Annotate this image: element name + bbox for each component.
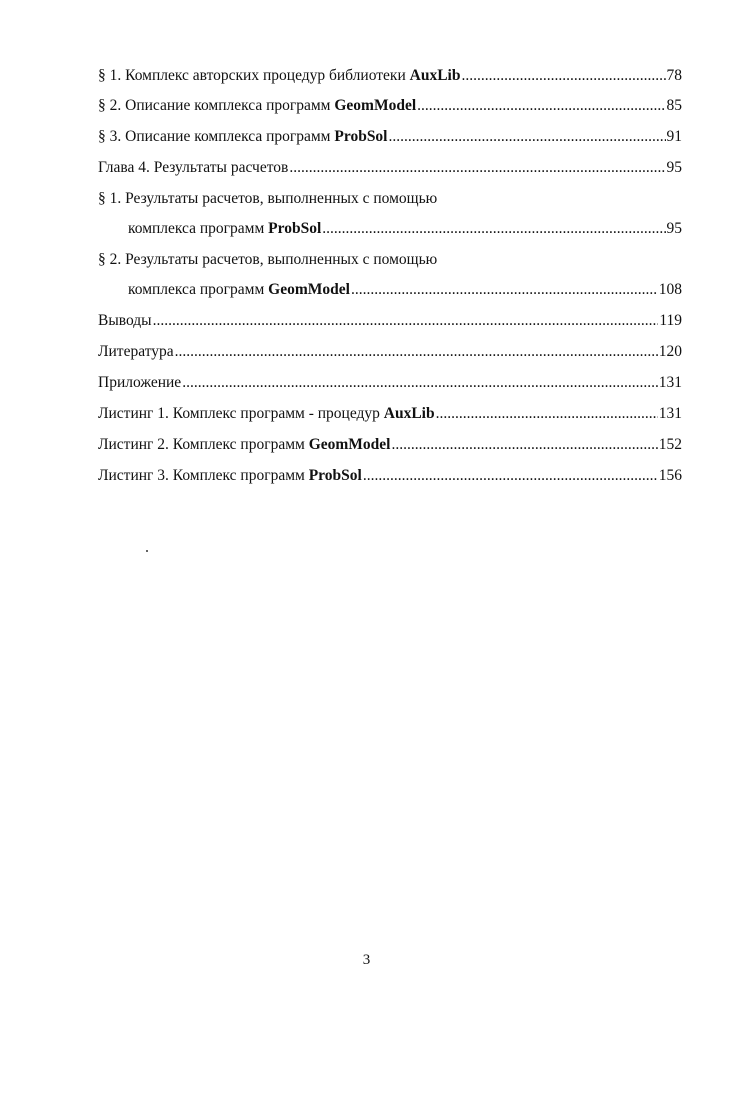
stray-mark [146, 550, 148, 552]
toc-page-number: 131 [658, 374, 682, 391]
toc-entry-title: Выводы [98, 312, 152, 329]
toc-entry-title: комплекса программ GeomModel [128, 281, 350, 298]
toc-entry-title: § 1. Комплекс авторских процедур библиотеки AuxLib [98, 67, 461, 84]
toc-entry-bold-name: GeomModel [268, 281, 350, 298]
toc-page-number: 95 [666, 220, 682, 237]
toc-entry-bold-name: ProbSol [308, 467, 362, 484]
toc-dot-leader [392, 435, 658, 455]
toc-entry [98, 66, 682, 86]
toc-page-number: 120 [658, 343, 682, 360]
toc-entry [98, 96, 682, 116]
toc-entry-title-line1: § 1. Результаты расчетов, выполненных с помощью [98, 190, 438, 207]
toc-entry-title-line1: § 2. Результаты расчетов, выполненных с помощью [98, 251, 438, 268]
toc-entry-title: комплекса программ ProbSol [128, 220, 322, 237]
toc-page-number: 78 [666, 67, 682, 84]
toc-entry-title: Листинг 3. Комплекс программ ProbSol [98, 467, 362, 484]
toc-entry-bold-name: AuxLib [383, 405, 435, 422]
toc-entry [98, 158, 682, 178]
toc-page-number: 91 [666, 128, 682, 145]
toc-entry-title: Литература [98, 343, 174, 360]
toc-entry-title: Листинг 2. Комплекс программ GeomModel [98, 436, 391, 453]
toc-dot-leader [153, 311, 659, 331]
toc-page-number: 95 [666, 159, 682, 176]
toc-dot-leader [363, 466, 658, 486]
toc-entry-bold-name: AuxLib [409, 67, 461, 84]
toc-page-number: 152 [658, 436, 682, 453]
toc-entry-title: § 3. Описание комплекса программ ProbSol [98, 128, 388, 145]
toc-dot-leader [175, 342, 658, 362]
toc-dot-leader [417, 96, 665, 116]
toc-entry [98, 189, 682, 239]
toc-dot-leader [322, 219, 665, 239]
table-of-contents [98, 66, 682, 486]
toc-page-number: 119 [659, 312, 682, 329]
toc-entry [98, 466, 682, 486]
toc-page-number: 85 [666, 97, 682, 114]
toc-entry-title: § 2. Описание комплекса программ GeomModel [98, 97, 417, 114]
toc-dot-leader [389, 127, 666, 147]
toc-dot-leader [351, 280, 658, 300]
toc-dot-leader [182, 373, 658, 393]
page-number: 3 [362, 952, 371, 968]
toc-dot-leader [436, 404, 658, 424]
toc-page-number: 108 [658, 281, 682, 298]
toc-entry-bold-name: GeomModel [334, 97, 417, 114]
toc-entry [98, 311, 682, 331]
toc-dot-leader [461, 66, 665, 86]
toc-entry-title: Листинг 1. Комплекс программ - процедур AuxLib [98, 405, 435, 422]
toc-entry [98, 342, 682, 362]
toc-entry [98, 250, 682, 300]
toc-entry-bold-name: GeomModel [308, 436, 391, 453]
toc-dot-leader [289, 158, 665, 178]
toc-entry [98, 404, 682, 424]
toc-page-number: 131 [658, 405, 682, 422]
toc-entry-title: Приложение [98, 374, 182, 391]
toc-entry [98, 373, 682, 393]
toc-entry [98, 127, 682, 147]
toc-entry-bold-name: ProbSol [334, 128, 388, 145]
toc-entry-bold-name: ProbSol [268, 220, 322, 237]
toc-entry-title: Глава 4. Результаты расчетов [98, 159, 289, 176]
toc-entry [98, 435, 682, 455]
toc-page-number: 156 [658, 467, 682, 484]
